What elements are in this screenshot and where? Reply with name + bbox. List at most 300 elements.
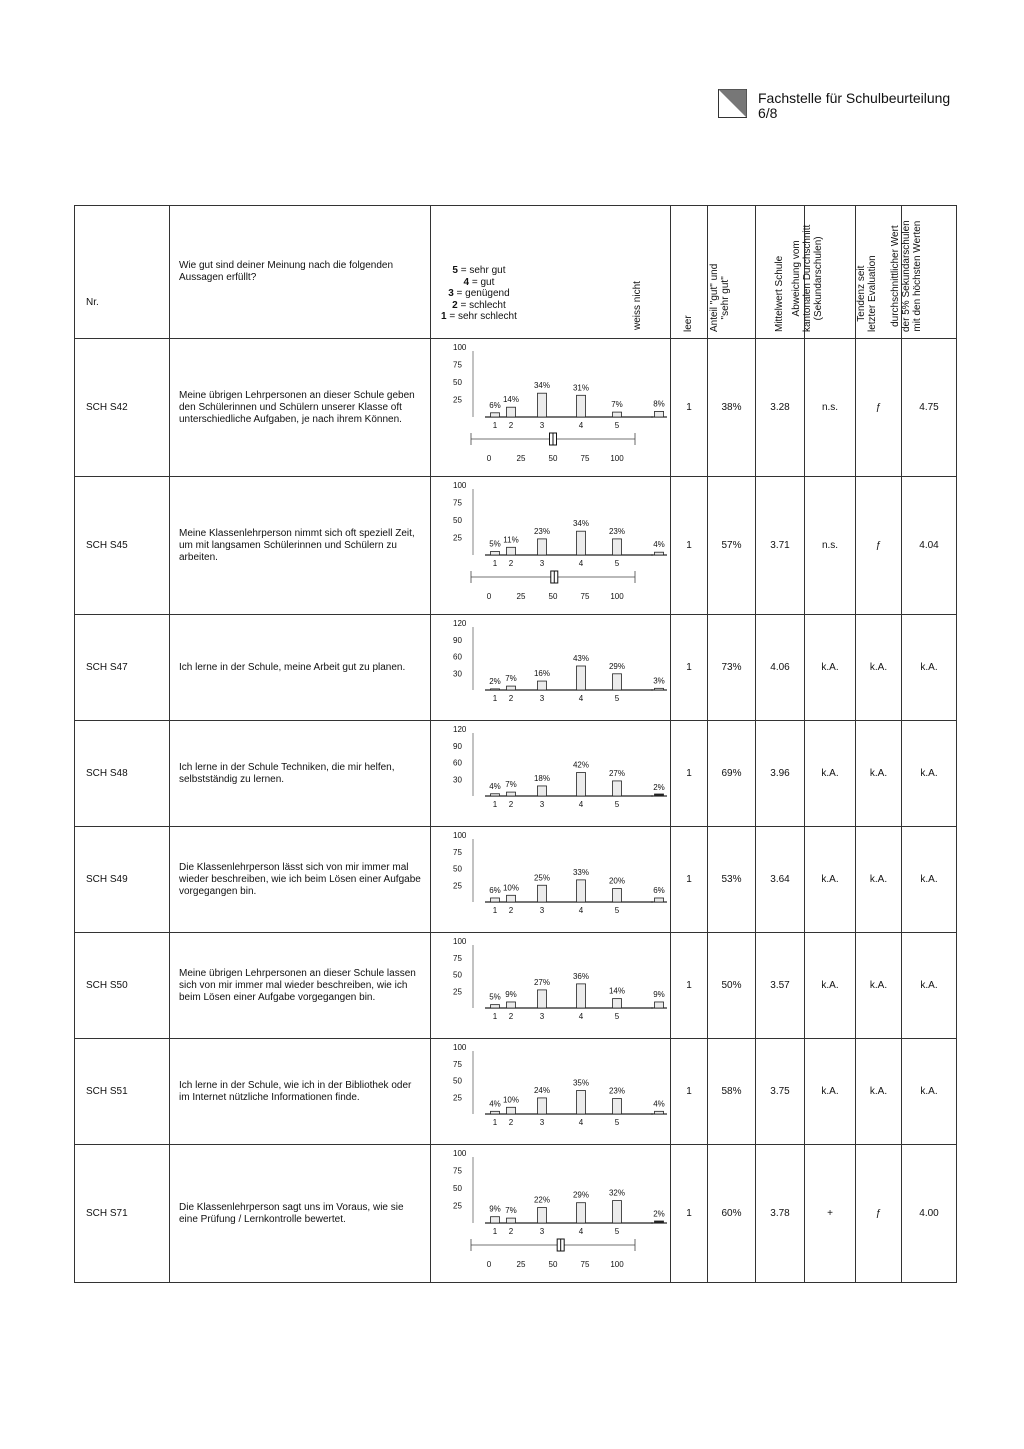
x-tick-label: 5 (614, 906, 620, 915)
canton-logo (718, 89, 747, 118)
row-chart (431, 827, 671, 933)
row-question: Die Klassenlehrperson lässt sich von mir immer mal wieder beschreiben, wie ich beim Lösen einer Aufgabe vorgegangen bin. (170, 827, 431, 933)
y-tick-label: 25 (453, 1093, 462, 1103)
row-chart (431, 339, 671, 477)
bar-1 (491, 1217, 500, 1223)
bar-data-label: 23% (608, 526, 626, 536)
row-abweichung: k.A. (805, 721, 856, 827)
legend-item-2 (441, 300, 517, 312)
bar-weiss-nicht (655, 552, 664, 555)
bar-4 (577, 395, 586, 417)
row-tendenz: k.A. (856, 615, 902, 721)
bar-3 (538, 990, 547, 1008)
bar-4 (577, 773, 586, 796)
row-anteil: 73% (708, 615, 756, 721)
x-tick-label: 2 (508, 1118, 514, 1127)
bar-data-label: 31% (572, 383, 590, 393)
bar-data-label: 18% (533, 773, 551, 783)
bar-data-label: 10% (502, 883, 520, 893)
y-tick-label: 25 (453, 881, 462, 891)
row-top5: 4.00 (902, 1145, 957, 1283)
x-tick-label: 3 (539, 906, 545, 915)
bar-weiss-nicht (655, 688, 664, 690)
row-mittelwert: 3.28 (756, 339, 805, 477)
x-tick-label: 2 (508, 800, 514, 809)
boxplot-tick-label: 25 (516, 1260, 526, 1269)
row-top5: k.A. (902, 721, 957, 827)
legend-text: = sehr schlecht (446, 311, 517, 322)
row-leer: 1 (671, 1145, 708, 1283)
y-tick-label: 75 (453, 498, 462, 508)
y-tick-label: 100 (453, 831, 467, 840)
table-header-row (75, 206, 957, 339)
bar-data-label: 2% (489, 676, 501, 686)
row-tendenz: k.A. (856, 721, 902, 827)
x-tick-label: 5 (614, 1118, 620, 1127)
y-tick-label: 50 (453, 516, 462, 525)
bar-2 (507, 895, 516, 902)
x-tick-label: 5 (614, 421, 620, 430)
x-tick-label: 1 (492, 1012, 498, 1021)
y-tick-label: 75 (453, 360, 462, 370)
bar-data-label: 27% (608, 768, 626, 778)
x-tick-label: 5 (614, 1012, 620, 1021)
table-row (75, 827, 957, 933)
y-tick-label: 25 (453, 1201, 462, 1211)
y-tick-label: 90 (453, 635, 462, 645)
bar-1 (491, 1111, 500, 1114)
bar-chart (431, 1039, 671, 1144)
row-leer: 1 (671, 1039, 708, 1145)
y-tick-label: 75 (453, 1166, 462, 1176)
row-mittelwert: 3.64 (756, 827, 805, 933)
header-question-line1: Wie gut sind deiner Meinung nach die folgenden (179, 260, 394, 271)
bar-chart (431, 615, 671, 720)
row-abweichung: n.s. (805, 339, 856, 477)
header-anteil-line1: Anteil "gut" und (708, 263, 720, 332)
row-anteil: 69% (708, 721, 756, 827)
header-tendenz-text (856, 255, 878, 332)
row-anteil: 60% (708, 1145, 756, 1283)
legend-item-4 (441, 277, 517, 289)
header-scale (431, 206, 671, 339)
y-tick-label: 100 (453, 1043, 467, 1052)
bar-data-label: 33% (572, 867, 590, 877)
x-tick-label: 4 (578, 1012, 584, 1021)
bar-data-label: 9% (489, 1204, 501, 1214)
header-anteil-text (709, 264, 731, 332)
bar-data-label: 4% (489, 781, 501, 791)
bar-2 (507, 547, 516, 555)
row-anteil: 57% (708, 477, 756, 615)
legend-text: = schlecht (457, 299, 506, 311)
row-leer: 1 (671, 339, 708, 477)
bar-data-label: 6% (653, 885, 665, 895)
bar-1 (491, 552, 500, 556)
row-tendenz: k.A. (856, 1039, 902, 1145)
boxplot-tick-label: 50 (548, 1260, 558, 1269)
header-top5 (890, 206, 957, 339)
bar-data-label: 4% (653, 1099, 665, 1109)
table-row (75, 339, 957, 477)
bar-3 (538, 1098, 547, 1114)
x-tick-label: 3 (539, 694, 545, 703)
row-mittelwert: 3.96 (756, 721, 805, 827)
x-tick-label: 5 (614, 1227, 620, 1236)
row-abweichung: k.A. (805, 827, 856, 933)
x-tick-label: 4 (578, 694, 584, 703)
bar-5 (613, 412, 622, 417)
x-tick-label: 1 (492, 1227, 498, 1236)
row-nr: SCH S71 (75, 1145, 170, 1283)
x-tick-label: 1 (492, 421, 498, 430)
boxplot-tick-label: 100 (610, 454, 624, 463)
y-tick-label: 100 (453, 1149, 467, 1158)
x-tick-label: 3 (539, 800, 545, 809)
bar-data-label: 4% (653, 540, 665, 550)
bar-data-label: 11% (503, 535, 519, 545)
row-mittelwert: 3.57 (756, 933, 805, 1039)
table-row (75, 721, 957, 827)
header-nr: Nr. (75, 206, 170, 339)
bar-data-label: 2% (653, 782, 665, 792)
bar-data-label: 24% (533, 1085, 551, 1095)
row-abweichung: n.s. (805, 477, 856, 615)
bar-data-label: 14% (502, 395, 520, 405)
bar-chart (431, 1145, 671, 1282)
row-tendenz: k.A. (856, 933, 902, 1039)
row-tendenz: k.A. (856, 827, 902, 933)
bar-data-label: 14% (608, 986, 626, 996)
x-tick-label: 4 (578, 800, 584, 809)
legend-key: 1 (441, 311, 447, 322)
row-question: Meine übrigen Lehrpersonen an dieser Schule lassen sich von mir immer mal wieder beschreiben, wie ich beim Lösen einer Aufgabe vorgegangen bin. (170, 933, 431, 1039)
x-tick-label: 2 (508, 906, 514, 915)
boxplot-tick-label: 0 (486, 1260, 492, 1269)
row-mittelwert: 3.78 (756, 1145, 805, 1283)
header-mittelwert-text: Mittelwert Schule (774, 255, 785, 332)
header-title: Fachstelle für Schulbeurteilung (758, 90, 951, 106)
bar-chart (431, 827, 671, 932)
row-leer: 1 (671, 477, 708, 615)
row-nr: SCH S49 (75, 827, 170, 933)
header-leer-text: leer (683, 315, 694, 332)
bar-data-label: 22% (533, 1195, 551, 1205)
bar-data-label: 2% (653, 1209, 665, 1219)
header-abweichung-line2: kantonalen Durchschnitt (802, 224, 813, 332)
x-tick-label: 2 (508, 421, 514, 430)
header-question-line2: Aussagen erfüllt? (179, 272, 257, 283)
legend-key: 3 (448, 288, 454, 299)
row-anteil: 50% (708, 933, 756, 1039)
y-tick-label: 75 (453, 1059, 462, 1069)
row-anteil: 38% (708, 339, 756, 477)
y-tick-label: 75 (453, 847, 462, 857)
x-tick-label: 3 (539, 421, 545, 430)
bar-data-label: 29% (572, 1190, 590, 1200)
evaluation-table (74, 205, 957, 1283)
row-tendenz: ƒ (856, 339, 902, 477)
legend-item-5 (441, 265, 517, 277)
boxplot-tick-label: 75 (580, 592, 590, 601)
row-leer: 1 (671, 933, 708, 1039)
y-tick-label: 50 (453, 1076, 462, 1086)
x-tick-label: 1 (492, 559, 498, 568)
row-top5: k.A. (902, 615, 957, 721)
row-abweichung: k.A. (805, 615, 856, 721)
row-chart (431, 615, 671, 721)
bar-data-label: 9% (505, 989, 517, 999)
bar-4 (577, 531, 586, 555)
bar-data-label: 43% (572, 653, 590, 663)
header-leer (671, 206, 708, 339)
bar-1 (491, 413, 500, 417)
row-question: Ich lerne in der Schule, meine Arbeit gut zu planen. (170, 615, 431, 721)
legend-text: = gut (469, 276, 495, 288)
bar-data-label: 16% (533, 669, 551, 679)
table-row (75, 477, 957, 615)
y-tick-label: 25 (453, 533, 462, 543)
row-abweichung: + (805, 1145, 856, 1283)
x-tick-label: 3 (539, 1227, 545, 1236)
boxplot-tick-label: 0 (486, 454, 492, 463)
bar-1 (491, 898, 500, 902)
y-tick-label: 50 (453, 970, 462, 980)
x-tick-label: 1 (492, 800, 498, 809)
bar-5 (613, 781, 622, 796)
bar-data-label: 9% (653, 989, 665, 999)
bar-3 (538, 1208, 547, 1223)
x-tick-label: 4 (578, 421, 584, 430)
scale-legend (441, 265, 517, 323)
legend-item-1 (441, 311, 517, 323)
bar-5 (613, 539, 622, 555)
bar-data-label: 4% (489, 1099, 501, 1109)
y-tick-label: 120 (453, 619, 467, 628)
bar-4 (577, 1091, 586, 1114)
bar-5 (613, 1099, 622, 1114)
bar-5 (613, 1201, 622, 1223)
header-top5-line1: durchschnittlicher Wert (890, 225, 901, 327)
bar-weiss-nicht (655, 1221, 664, 1223)
bar-chart (431, 477, 671, 614)
x-tick-label: 4 (578, 906, 584, 915)
bar-data-label: 7% (505, 780, 517, 790)
boxplot-tick-label: 75 (580, 1260, 590, 1269)
boxplot-tick-label: 25 (516, 454, 526, 463)
bar-data-label: 7% (505, 1206, 517, 1216)
row-question: Ich lerne in der Schule Techniken, die mir helfen, selbstständig zu lernen. (170, 721, 431, 827)
legend-key: 4 (463, 276, 470, 288)
bar-5 (613, 889, 622, 902)
header-anteil-line2: "sehr gut" (719, 276, 731, 320)
bar-3 (538, 681, 547, 690)
x-tick-label: 5 (614, 800, 620, 809)
x-tick-label: 3 (539, 559, 545, 568)
x-tick-label: 2 (508, 559, 514, 568)
x-tick-label: 3 (539, 1118, 545, 1127)
row-abweichung: k.A. (805, 933, 856, 1039)
row-chart (431, 1145, 671, 1283)
boxplot-tick-label: 25 (516, 592, 526, 601)
legend-item-3 (441, 288, 517, 300)
y-tick-label: 50 (453, 864, 462, 874)
legend-text: = sehr gut (457, 265, 506, 276)
row-leer: 1 (671, 827, 708, 933)
row-leer: 1 (671, 615, 708, 721)
y-tick-label: 30 (453, 775, 462, 785)
row-nr: SCH S45 (75, 477, 170, 615)
x-tick-label: 5 (614, 694, 620, 703)
header-question (170, 206, 431, 339)
x-tick-label: 5 (614, 559, 620, 568)
x-tick-label: 4 (578, 559, 584, 568)
bar-weiss-nicht (655, 1002, 664, 1008)
header-top5-line3: mit den höchsten Werten (912, 220, 923, 332)
header-top5-line2: der 5% Sekundarschulen (901, 220, 912, 332)
bar-data-label: 23% (608, 1086, 626, 1096)
bar-3 (538, 786, 547, 796)
bar-4 (577, 1203, 586, 1223)
bar-chart (431, 721, 671, 826)
row-question: Ich lerne in der Schule, wie ich in der Bibliothek oder im Internet nützliche Informationen finde. (170, 1039, 431, 1145)
row-nr: SCH S50 (75, 933, 170, 1039)
bar-weiss-nicht (655, 898, 664, 902)
bar-data-label: 27% (533, 977, 551, 987)
x-tick-label: 2 (508, 1012, 514, 1021)
bar-data-label: 29% (608, 661, 626, 671)
bar-data-label: 42% (572, 760, 590, 770)
y-tick-label: 50 (453, 378, 462, 387)
row-nr: SCH S47 (75, 615, 170, 721)
y-tick-label: 30 (453, 669, 462, 679)
y-tick-label: 120 (453, 725, 467, 734)
header-abweichung-line3: (Sekundarschulen) (813, 236, 824, 321)
table-row (75, 933, 957, 1039)
bar-1 (491, 794, 500, 796)
row-top5: k.A. (902, 1039, 957, 1145)
row-nr: SCH S48 (75, 721, 170, 827)
boxplot-tick-label: 50 (548, 592, 558, 601)
y-tick-label: 75 (453, 953, 462, 963)
bar-4 (577, 666, 586, 690)
bar-5 (613, 999, 622, 1008)
bar-data-label: 6% (489, 400, 501, 410)
bar-data-label: 34% (533, 381, 551, 391)
bar-2 (507, 792, 516, 796)
bar-4 (577, 984, 586, 1008)
bar-data-label: 8% (653, 399, 665, 409)
bar-2 (507, 1218, 516, 1223)
x-tick-label: 4 (578, 1118, 584, 1127)
y-tick-label: 100 (453, 481, 467, 490)
x-tick-label: 2 (508, 694, 514, 703)
header-abweichung-line1: Abweichung vom (791, 240, 802, 317)
row-top5: k.A. (902, 933, 957, 1039)
row-abweichung: k.A. (805, 1039, 856, 1145)
bar-data-label: 36% (572, 971, 590, 981)
row-tendenz: ƒ (856, 477, 902, 615)
bar-data-label: 35% (572, 1078, 590, 1088)
bar-data-label: 34% (572, 519, 590, 529)
header-tendenz-line2: letzter Evaluation (866, 255, 878, 332)
row-tendenz: ƒ (856, 1145, 902, 1283)
bar-5 (613, 674, 622, 690)
bar-2 (507, 686, 516, 690)
bar-data-label: 7% (611, 400, 623, 410)
header-tendenz-line1: Tendenz seit (855, 265, 867, 322)
row-leer: 1 (671, 721, 708, 827)
x-tick-label: 2 (508, 1227, 514, 1236)
row-nr: SCH S51 (75, 1039, 170, 1145)
row-mittelwert: 3.75 (756, 1039, 805, 1145)
bar-2 (507, 1107, 516, 1114)
y-tick-label: 90 (453, 741, 462, 751)
y-tick-label: 50 (453, 1184, 462, 1193)
header-anteil (708, 206, 756, 339)
y-tick-label: 25 (453, 987, 462, 997)
row-top5: k.A. (902, 827, 957, 933)
row-anteil: 58% (708, 1039, 756, 1145)
x-tick-label: 1 (492, 694, 498, 703)
boxplot-tick-label: 100 (610, 1260, 624, 1269)
bar-weiss-nicht (655, 1111, 664, 1114)
table-row (75, 1039, 957, 1145)
bar-data-label: 5% (489, 992, 501, 1002)
header-top5-text (890, 220, 923, 332)
bar-weiss-nicht (655, 794, 664, 796)
boxplot-tick-label: 50 (548, 454, 558, 463)
x-tick-label: 1 (492, 1118, 498, 1127)
y-tick-label: 25 (453, 395, 462, 405)
y-tick-label: 60 (453, 758, 462, 768)
row-chart (431, 477, 671, 615)
bar-2 (507, 1002, 516, 1008)
x-tick-label: 1 (492, 906, 498, 915)
bar-data-label: 23% (533, 526, 551, 536)
bar-data-label: 7% (505, 674, 517, 684)
x-tick-label: 4 (578, 1227, 584, 1236)
boxplot-tick-label: 0 (486, 592, 492, 601)
x-tick-label: 3 (539, 1012, 545, 1021)
bar-data-label: 25% (533, 873, 551, 883)
y-tick-label: 60 (453, 652, 462, 662)
bar-data-label: 10% (502, 1095, 520, 1105)
row-top5: 4.75 (902, 339, 957, 477)
bar-data-label: 3% (653, 676, 665, 686)
legend-text: = genügend (453, 288, 510, 299)
boxplot-tick-label: 100 (610, 592, 624, 601)
bar-chart (431, 933, 671, 1038)
table-row (75, 615, 957, 721)
row-chart (431, 933, 671, 1039)
bar-4 (577, 880, 586, 902)
bar-data-label: 6% (489, 885, 501, 895)
header-abweichung-text (791, 225, 824, 332)
y-tick-label: 100 (453, 343, 467, 352)
bar-2 (507, 407, 516, 417)
bar-data-label: 20% (608, 876, 626, 886)
legend-key: 2 (452, 299, 458, 311)
row-question: Meine übrigen Lehrpersonen an dieser Schule geben den Schülerinnen und Schülern unserer Klasse oft unterschiedliche Aufgaben, je nach ihrem Können. (170, 339, 431, 477)
bar-3 (538, 393, 547, 417)
row-question: Die Klassenlehrperson sagt uns im Voraus, wie sie eine Prüfung / Lernkontrolle bewertet. (170, 1145, 431, 1283)
row-chart (431, 1039, 671, 1145)
bar-data-label: 32% (608, 1188, 626, 1198)
row-top5: 4.04 (902, 477, 957, 615)
header-abweichung (791, 206, 856, 339)
row-question: Meine Klassenlehrperson nimmt sich oft speziell Zeit, um mit langsamen Schülerinnen und Schülern zu arbeiten. (170, 477, 431, 615)
